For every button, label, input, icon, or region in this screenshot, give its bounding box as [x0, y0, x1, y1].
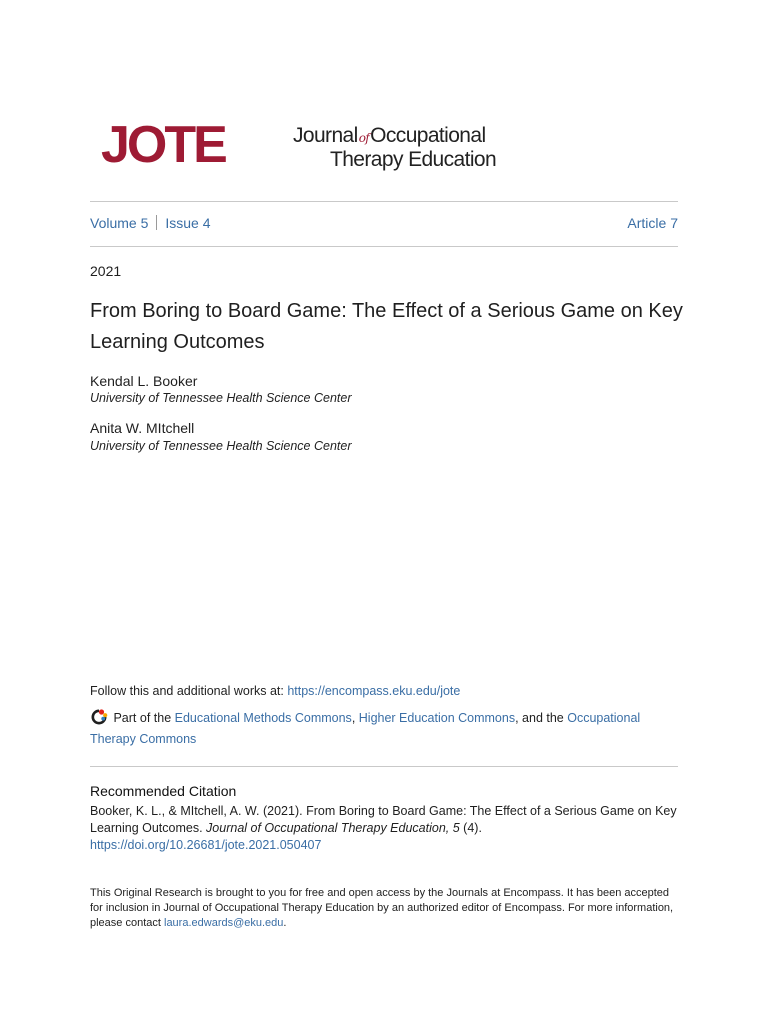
journal-occupational: Occupational: [370, 124, 486, 147]
divider-issue: [90, 246, 678, 247]
higher-education-commons-link[interactable]: Higher Education Commons: [358, 711, 516, 725]
issue-link[interactable]: Issue 4: [165, 215, 211, 231]
issue-separator: [156, 215, 157, 230]
recommended-citation-heading: Recommended Citation: [90, 783, 237, 799]
author-name-1: Kendal L. Booker: [90, 373, 198, 389]
journal-wordmark: [293, 125, 508, 170]
follow-prefix: Follow this and additional works at:: [90, 684, 288, 698]
author-name-2: Anita W. MItchell: [90, 420, 195, 436]
author-affiliation-2: University of Tennessee Health Science Center: [90, 439, 352, 453]
article-title: From Boring to Board Game: The Effect of a Serious Game on Key Learning Outcomes: [90, 300, 683, 353]
divider-citation: [90, 766, 678, 767]
doi-link[interactable]: https://doi.org/10.26681/jote.2021.050407: [90, 838, 322, 852]
occupational-therapy-commons-link[interactable]: Occupational Therapy Commons: [90, 711, 641, 746]
follow-line: [90, 684, 460, 698]
part-prefix: Part of the: [110, 711, 175, 725]
journal-word: Journal: [293, 124, 358, 147]
notice-end: .: [283, 917, 287, 929]
part-sep-1: ,: [351, 711, 359, 725]
issue-row: [90, 214, 678, 232]
article-link[interactable]: Article 7: [627, 215, 678, 231]
follow-link[interactable]: https://encompass.eku.edu/jote: [287, 684, 461, 698]
volume-link[interactable]: Volume 5: [90, 215, 149, 231]
citation-text: [90, 803, 678, 854]
citation-plain: Booker, K. L., & MItchell, A. W. (2021). From Boring to Board Game: The Effect of a Serious Game on Key Learning Outcomes.: [90, 804, 677, 835]
author-affiliation-1: University of Tennessee Health Science Center: [90, 391, 352, 405]
notice-text: This Original Research is brought to you for free and open access by the Journals at Encompass. It has been accepted for inclusion in Journal of Occupational Therapy Education by an authorized editor of Encompass. For more information, please contact: [90, 887, 674, 929]
jote-logo: JOTE: [101, 116, 225, 174]
part-of-line: [90, 708, 678, 750]
journal-line2: Therapy Education: [330, 148, 497, 171]
educational-methods-commons-link[interactable]: Educational Methods Commons: [174, 711, 352, 725]
divider-top: [90, 201, 678, 202]
contact-email-link[interactable]: laura.edwards@eku.edu: [164, 917, 284, 929]
part-sep-2: , and the: [515, 711, 568, 725]
commons-network-icon: [90, 708, 108, 726]
year: 2021: [90, 263, 122, 279]
citation-issue: (4).: [459, 821, 482, 835]
access-notice: [90, 886, 678, 931]
journal-of: of: [358, 131, 370, 145]
citation-journal: Journal of Occupational Therapy Education, 5: [206, 821, 460, 835]
